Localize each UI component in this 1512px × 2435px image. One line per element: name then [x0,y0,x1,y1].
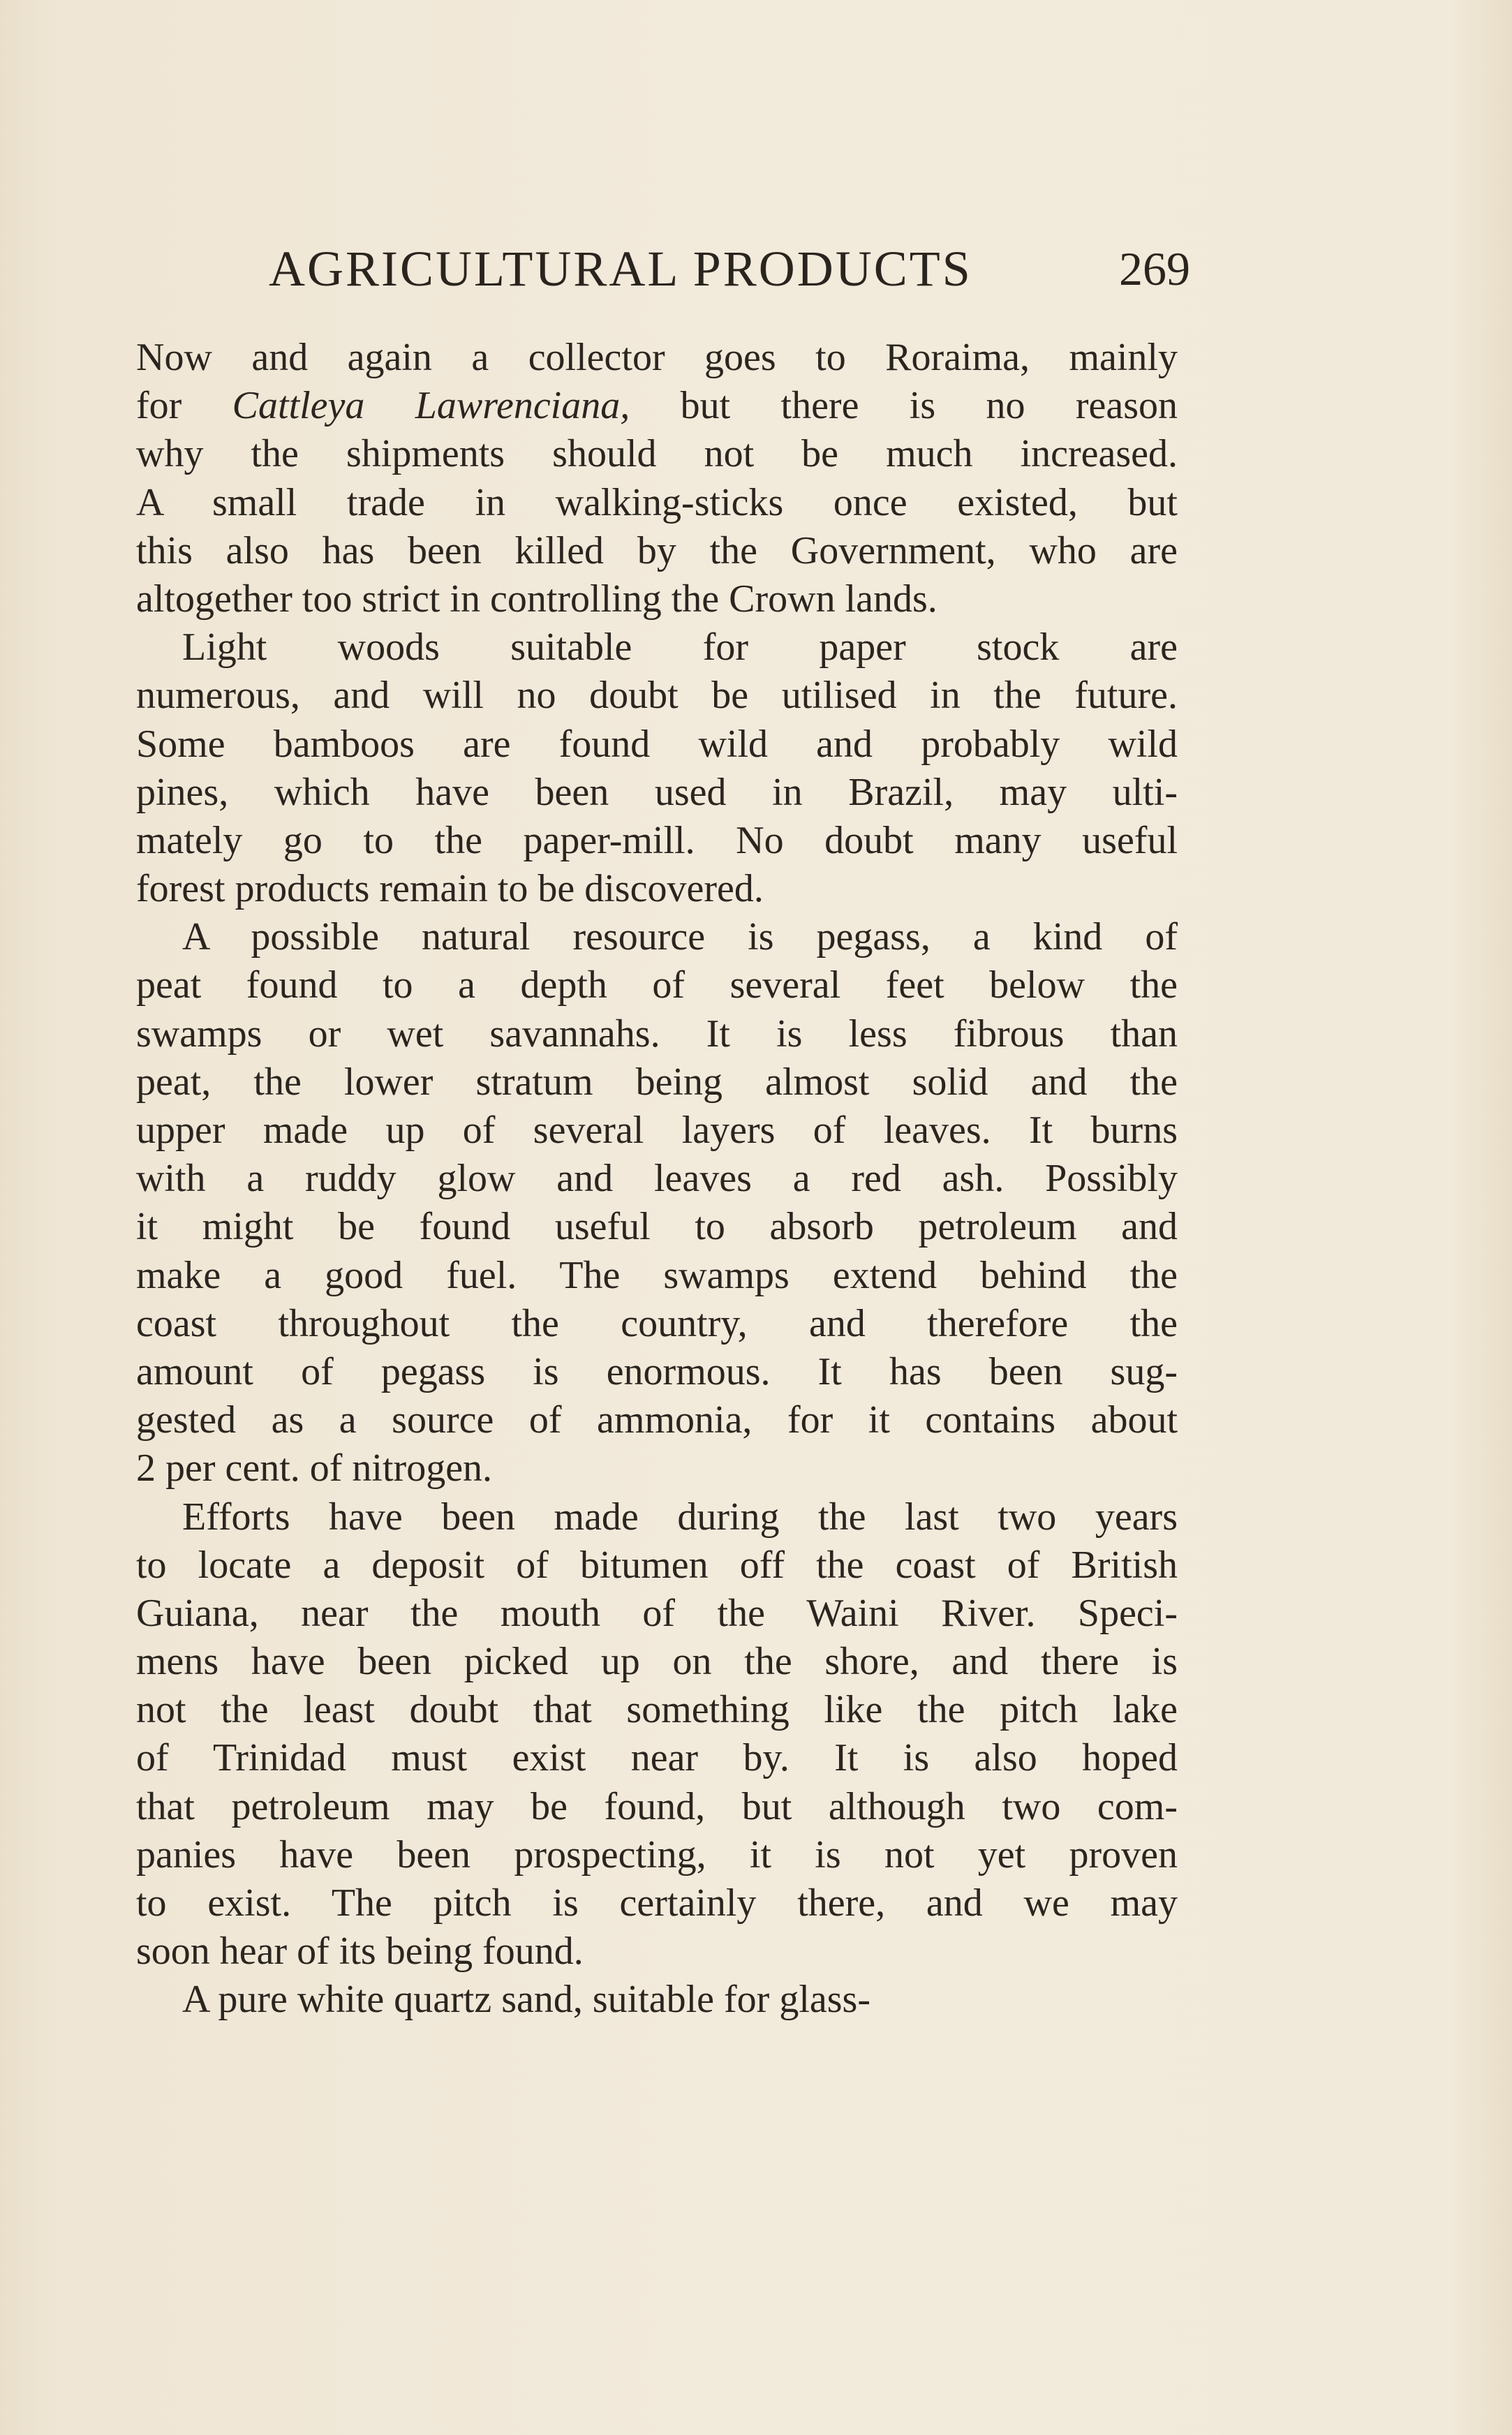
text-line: mately go to the paper-mill. No doubt many useful [136,818,1178,862]
text-line: forest products remain to be discovered. [136,867,764,911]
text-line: mens have been picked up on the shore, and there is [136,1640,1178,1684]
page-number: 269 [1119,242,1190,295]
text-line: numerous, and will no doubt be utilised in the future. [136,674,1178,718]
species-name: Cattleya Lawrenciana, [232,384,630,428]
text-line: soon hear of its being found. [136,1930,584,1974]
text-line: pines, which have been used in Brazil, may ulti- [136,770,1178,814]
text-line: peat found to a depth of several feet below the [136,963,1178,1007]
text-line: A small trade in walking-sticks once existed, but [136,480,1178,524]
text-line: to exist. The pitch is certainly there, and we may [136,1881,1178,1925]
text-line: of Trinidad must exist near by. It is also hoped [136,1736,1178,1780]
text-line: it might be found useful to absorb petroleum and [136,1205,1178,1249]
paragraph-first-line: A possible natural resource is pegass, a kind of [182,915,1178,959]
text-line: to locate a deposit of bitumen off the coast of British [136,1543,1178,1587]
paragraph-first-line: Efforts have been made during the last two years [182,1495,1178,1539]
text-line: make a good fuel. The swamps extend behind the [136,1253,1178,1297]
text-line: that petroleum may be found, but although two com- [136,1784,1178,1828]
text-line: with a ruddy glow and leaves a red ash. Possibly [136,1157,1178,1201]
paragraph-first-line: A pure white quartz sand, suitable for glass- [182,1978,870,2022]
text-line: why the shipments should not be much increased. [136,432,1178,476]
text-segment: for [136,384,232,428]
text-line: amount of pegass is enormous. It has been sug- [136,1349,1178,1393]
page-header [269,237,1190,300]
body-text [136,334,1178,2025]
text-line: coast throughout the country, and therefore the [136,1301,1178,1345]
text-line: altogether too strict in controlling the Crown lands. [136,577,937,621]
text-line: 2 per cent. of nitrogen. [136,1446,493,1490]
text-line: panies have been prospecting, it is not yet proven [136,1833,1178,1877]
text-line: swamps or wet savannahs. It is less fibrous than [136,1012,1178,1056]
text-line: not the least doubt that something like the pitch lake [136,1688,1178,1732]
text-line: upper made up of several layers of leaves. It burns [136,1109,1178,1152]
running-head: AGRICULTURAL PRODUCTS [269,241,972,297]
text-line: Guiana, near the mouth of the Waini River. Speci- [136,1591,1178,1635]
text-line: Now and again a collector goes to Roraima, mainly [136,336,1178,379]
text-line: this also has been killed by the Government, who are [136,528,1178,572]
text-segment: but there is no reason [630,384,1178,428]
text-line: peat, the lower stratum being almost solid and the [136,1060,1178,1104]
text-line: Some bamboos are found wild and probably wild [136,722,1178,766]
text-line: gested as a source of ammonia, for it contains about [136,1398,1178,1442]
text-line [136,382,1178,430]
paragraph-first-line: Light woods suitable for paper stock are [182,626,1178,669]
